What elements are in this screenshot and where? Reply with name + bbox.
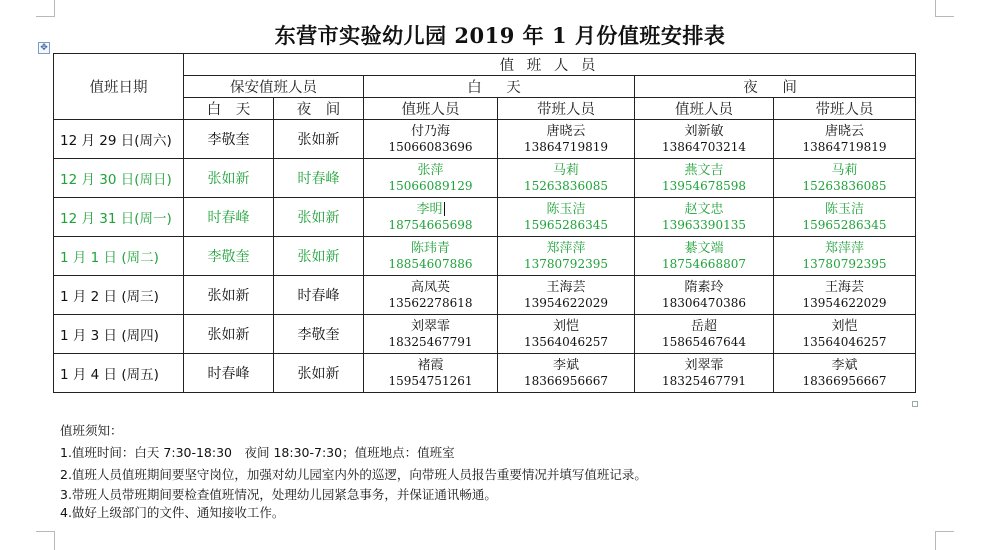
person-name: 陈玮青: [410, 240, 450, 256]
phone-number: 15954751261: [388, 373, 473, 388]
security-night-name: 李敬奎: [274, 315, 364, 354]
document-title: 东营市实验幼儿园 2019 年 1 月份值班安排表: [274, 23, 726, 48]
person-name: 唐晓云: [546, 123, 586, 139]
phone-number: 13954622029: [802, 295, 887, 310]
day-duty-cell: [364, 120, 498, 159]
phone-number: 13963390135: [662, 217, 746, 232]
phone-number: 13864719819: [524, 139, 608, 154]
day-lead-cell: [498, 276, 635, 315]
table-row: [54, 198, 916, 237]
header-daytime: 白 天: [364, 76, 635, 98]
night-lead-cell: [774, 198, 916, 237]
table-move-handle-icon[interactable]: ✥: [38, 42, 50, 54]
person-name: 张萍: [417, 162, 444, 178]
notes-item: 1.值班时间：白天 7:30-18:30 夜间 18:30-7:30；值班地点：值班室: [60, 445, 455, 460]
table-resize-handle[interactable]: [912, 401, 918, 407]
phone-number: 13864719819: [802, 139, 887, 154]
person-name: 陈玉洁: [546, 201, 586, 217]
duty-date: 12 月 29 日(周六): [54, 120, 184, 159]
day-duty-cell: [364, 276, 498, 315]
duty-date: 12 月 30 日(周日): [54, 159, 184, 198]
person-name: 王海芸: [546, 279, 586, 295]
header-night: 夜 间: [635, 76, 916, 98]
person-name: 刘恺: [831, 318, 858, 334]
notes-heading: 值班须知：: [60, 423, 123, 438]
notes-item: 3.带班人员带班期间要检查值班情况，处理幼儿园紧急事务，并保证通讯畅通。: [60, 487, 497, 502]
person-name: 綦文端: [684, 240, 724, 256]
security-night-name: 张如新: [274, 237, 364, 276]
security-day-name: 李敬奎: [184, 237, 274, 276]
table-row: [54, 354, 916, 393]
security-day-name: 时春峰: [184, 198, 274, 237]
header-duty-staff: 值 班 人 员: [184, 54, 916, 76]
person-name: 付乃海: [410, 123, 450, 139]
phone-number: 18325467791: [388, 334, 473, 349]
duty-date: 12 月 31 日(周一): [54, 198, 184, 237]
security-night-name: 张如新: [274, 354, 364, 393]
security-day-name: 张如新: [184, 315, 274, 354]
header-security-day: 白 天: [184, 98, 274, 120]
duty-date: 1 月 3 日 (周四): [54, 315, 184, 354]
phone-number: 13562278618: [388, 295, 473, 310]
phone-number: 15263836085: [802, 178, 887, 193]
day-duty-cell: [364, 315, 498, 354]
security-day-name: 张如新: [184, 159, 274, 198]
night-duty-cell: [635, 120, 774, 159]
person-name: 刘翠霏: [410, 318, 450, 334]
phone-number: 15066083696: [388, 139, 473, 154]
header-night-class-staff: 带班人员: [774, 98, 916, 120]
phone-number: 13954622029: [524, 295, 608, 310]
night-duty-cell: [635, 159, 774, 198]
phone-number: 15965286345: [524, 217, 608, 232]
phone-number: 18325467791: [662, 373, 746, 388]
person-name: 郑萍萍: [546, 240, 586, 256]
header-night-duty-staff: 值班人员: [635, 98, 774, 120]
phone-number: 13564046257: [802, 334, 887, 349]
person-name: 王海芸: [825, 279, 865, 295]
person-name[interactable]: [364, 202, 497, 218]
duty-roster-table: [53, 53, 916, 393]
phone-number: 18306470386: [662, 295, 746, 310]
night-duty-cell: [635, 315, 774, 354]
duty-date: 1 月 1 日 (周二): [54, 237, 184, 276]
duty-notes: [60, 420, 960, 522]
phone-number: 15263836085: [524, 178, 608, 193]
security-night-name: 时春峰: [274, 159, 364, 198]
day-lead-cell: [498, 198, 635, 237]
security-day-name: 张如新: [184, 276, 274, 315]
day-lead-cell: [498, 237, 635, 276]
table-row: [54, 120, 916, 159]
person-name: 隋素玲: [684, 279, 724, 295]
person-name: 刘恺: [552, 318, 579, 334]
phone-number: 13954678598: [662, 178, 746, 193]
table-row: [54, 237, 916, 276]
phone-number: 15865467644: [662, 334, 746, 349]
header-day-duty-staff: 值班人员: [364, 98, 498, 120]
day-duty-cell: [364, 159, 498, 198]
person-name: 郑萍萍: [825, 240, 865, 256]
night-duty-cell: [635, 354, 774, 393]
person-name-text: 李明: [416, 201, 443, 217]
night-duty-cell: [635, 276, 774, 315]
text-cursor: [444, 202, 445, 216]
person-name: 唐晓云: [825, 123, 865, 139]
duty-date: 1 月 4 日 (周五): [54, 354, 184, 393]
table-row: [54, 159, 916, 198]
day-duty-cell[interactable]: [364, 198, 498, 237]
person-name: 高凤英: [410, 279, 450, 295]
notes-item: 2.值班人员值班期间要坚守岗位，加强对幼儿园室内外的巡逻，向带班人员报告重要情况并填写值班记录。: [60, 467, 647, 482]
duty-date: 1 月 2 日 (周三): [54, 276, 184, 315]
person-name: 岳超: [690, 318, 717, 334]
phone-number: 13780792395: [802, 256, 887, 271]
phone-number: 13780792395: [524, 256, 608, 271]
table-row: [54, 315, 916, 354]
person-name: 刘新敏: [684, 123, 724, 139]
notes-item: 4.做好上级部门的文件、通知接收工作。: [60, 505, 285, 520]
person-name: 赵文忠: [684, 201, 724, 217]
person-name: 马莉: [831, 162, 858, 178]
header-security-staff: 保安值班人员: [184, 76, 364, 98]
phone-number: 18366956667: [802, 373, 887, 388]
phone-number: 18754665698: [388, 217, 473, 232]
phone-number: 18366956667: [524, 373, 608, 388]
security-night-name: 张如新: [274, 120, 364, 159]
person-name: 马莉: [552, 162, 579, 178]
night-lead-cell: [774, 354, 916, 393]
day-duty-cell: [364, 354, 498, 393]
table-row: [54, 276, 916, 315]
person-name: 李斌: [552, 357, 579, 373]
person-name: 陈玉洁: [825, 201, 865, 217]
person-name: 刘翠霏: [684, 357, 724, 373]
page-corner-mark: [935, 0, 954, 17]
night-duty-cell: [635, 198, 774, 237]
night-lead-cell: [774, 120, 916, 159]
person-name: 褚霞: [417, 357, 444, 373]
day-lead-cell: [498, 159, 635, 198]
day-lead-cell: [498, 315, 635, 354]
night-lead-cell: [774, 237, 916, 276]
security-day-name: 李敬奎: [184, 120, 274, 159]
phone-number: 13564046257: [524, 334, 608, 349]
header-day-class-staff: 带班人员: [498, 98, 635, 120]
security-day-name: 时春峰: [184, 354, 274, 393]
night-duty-cell: [635, 237, 774, 276]
person-name: 燕文吉: [684, 162, 724, 178]
phone-number: 18754668807: [662, 256, 746, 271]
phone-number: 15965286345: [802, 217, 887, 232]
night-lead-cell: [774, 276, 916, 315]
person-name: 李斌: [831, 357, 858, 373]
page-corner-mark: [36, 0, 55, 17]
night-lead-cell: [774, 159, 916, 198]
security-night-name: 张如新: [274, 198, 364, 237]
day-lead-cell: [498, 120, 635, 159]
phone-number: 13864703214: [662, 139, 746, 154]
phone-number: 15066089129: [388, 178, 473, 193]
day-lead-cell: [498, 354, 635, 393]
day-duty-cell: [364, 237, 498, 276]
security-night-name: 时春峰: [274, 276, 364, 315]
night-lead-cell: [774, 315, 916, 354]
header-security-night: 夜 间: [274, 98, 364, 120]
header-duty-date: 值班日期: [54, 54, 184, 120]
phone-number: 18854607886: [388, 256, 473, 271]
